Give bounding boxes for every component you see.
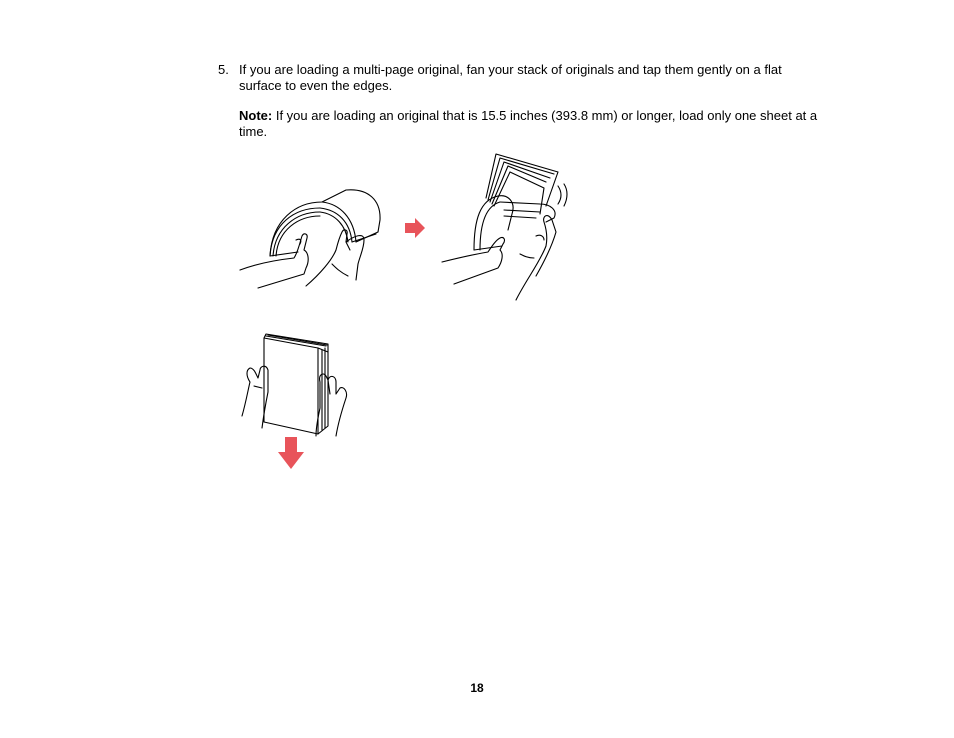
hands-tapping-paper-stack-image <box>236 330 354 442</box>
page-number: 18 <box>470 681 484 695</box>
note-label: Note: <box>239 108 273 123</box>
note <box>239 108 829 140</box>
step-text: If you are loading a multi-page original, fan your stack of originals and tap them gently on a flat surface to even the edges. <box>239 62 782 93</box>
arrow-right-icon <box>404 217 426 239</box>
hands-fanning-paper-stack-image <box>440 150 570 305</box>
note-text: If you are loading an original that is 15.5 inches (393.8 mm) or longer, load only one sheet at a time. <box>239 108 818 139</box>
step-number: 5. <box>218 62 229 77</box>
arrow-down-icon <box>277 436 305 470</box>
hands-bending-paper-stack-image <box>236 180 386 290</box>
